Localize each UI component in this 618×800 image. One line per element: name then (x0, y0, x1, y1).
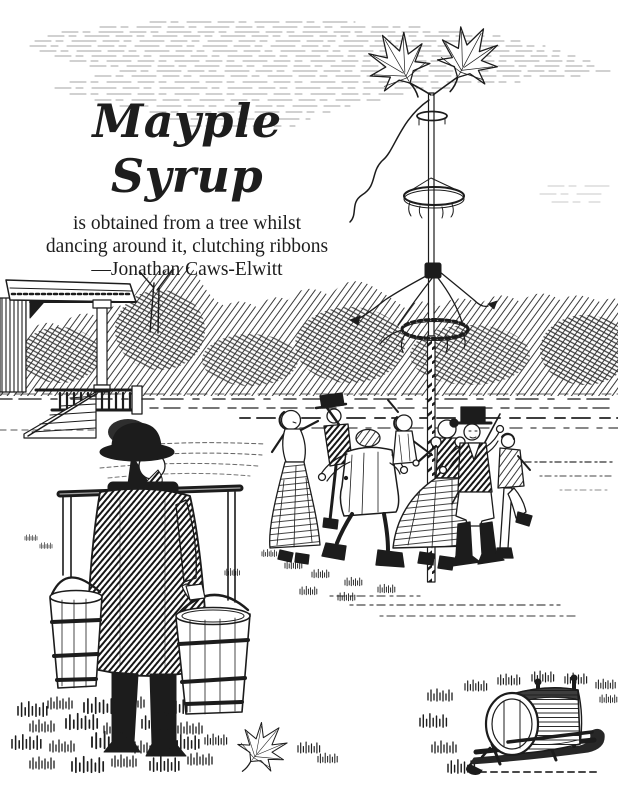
yoke-cord-right (228, 492, 235, 602)
caption-block (8, 94, 366, 281)
quote-attribution: —Jonathan Caws-Elwitt (91, 259, 283, 281)
title-mayple-syrup: Mayple Syrup (92, 94, 282, 204)
barrel-head (486, 693, 538, 755)
quote-line-2: dancing around it, clutching ribbons (45, 236, 329, 258)
water-carrier (50, 423, 250, 756)
fallen-maple-leaf-icon (223, 712, 297, 787)
bucket-left (50, 577, 102, 688)
maypole-dancers (270, 393, 532, 570)
yoke-cord-left (63, 497, 71, 577)
dancer-striding-man (496, 434, 532, 558)
dancer-bonnet-woman (270, 411, 320, 565)
quote-line-1: is obtained from a tree whilst (73, 213, 301, 235)
